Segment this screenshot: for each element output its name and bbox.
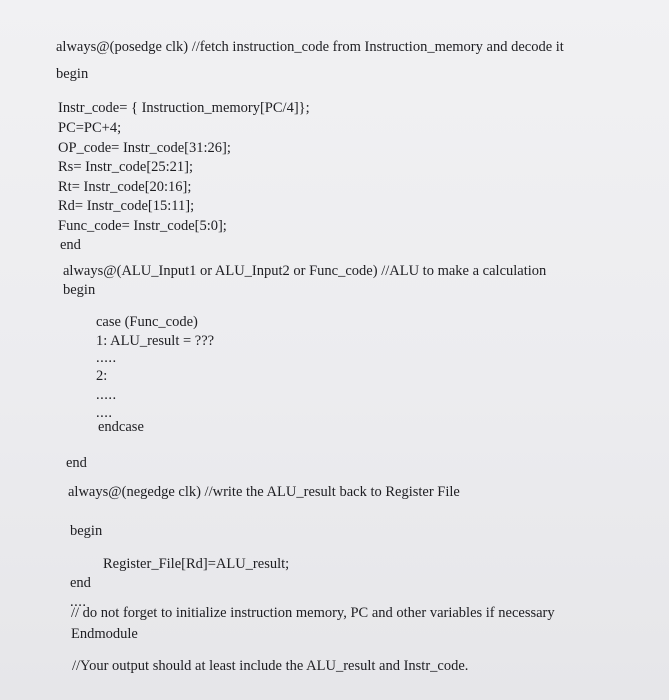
ellipsis-line-3: .... bbox=[96, 405, 113, 421]
end-line-1: end bbox=[60, 237, 81, 253]
always-negedge-line: always@(negedge clk) //write the ALU_result back to Register File bbox=[68, 484, 460, 500]
initialize-comment-line: // do not forget to initialize instruction memory, PC and other variables if necessary bbox=[71, 605, 555, 621]
case-line: case (Func_code) bbox=[96, 314, 198, 330]
ellipsis-line-4: .... bbox=[70, 594, 87, 610]
always-posedge-line: always@(posedge clk) //fetch instruction_code from Instruction_memory and decode it bbox=[56, 39, 564, 55]
register-file-line: Register_File[Rd]=ALU_result; bbox=[103, 556, 290, 572]
rs-line: Rs= Instr_code[25:21]; bbox=[58, 159, 194, 175]
end-line-2: end bbox=[66, 455, 87, 471]
end-line-3: end bbox=[70, 575, 91, 591]
case-1-line: 1: ALU_result = ??? bbox=[96, 333, 215, 349]
begin-line-3: begin bbox=[70, 523, 103, 539]
pc-increment-line: PC=PC+4; bbox=[58, 120, 122, 136]
rd-line: Rd= Instr_code[15:11]; bbox=[58, 198, 195, 214]
func-code-line: Func_code= Instr_code[5:0]; bbox=[58, 218, 227, 234]
ellipsis-line-2: ..... bbox=[96, 387, 117, 403]
endcase-line: endcase bbox=[98, 419, 144, 435]
endmodule-line: Endmodule bbox=[71, 626, 138, 642]
ellipsis-line-1: ..... bbox=[96, 350, 117, 366]
always-alu-line: always@(ALU_Input1 or ALU_Input2 or Func_code) //ALU to make a calculation bbox=[63, 263, 547, 279]
begin-line-2: begin bbox=[63, 282, 96, 298]
instr-code-line: Instr_code= { Instruction_memory[PC/4]}; bbox=[58, 100, 310, 116]
output-comment-line: //Your output should at least include the ALU_result and Instr_code. bbox=[72, 658, 469, 674]
case-2-line: 2: bbox=[96, 368, 108, 384]
rt-line: Rt= Instr_code[20:16]; bbox=[58, 179, 192, 195]
op-code-line: OP_code= Instr_code[31:26]; bbox=[58, 140, 231, 156]
begin-line-1: begin bbox=[56, 66, 89, 82]
